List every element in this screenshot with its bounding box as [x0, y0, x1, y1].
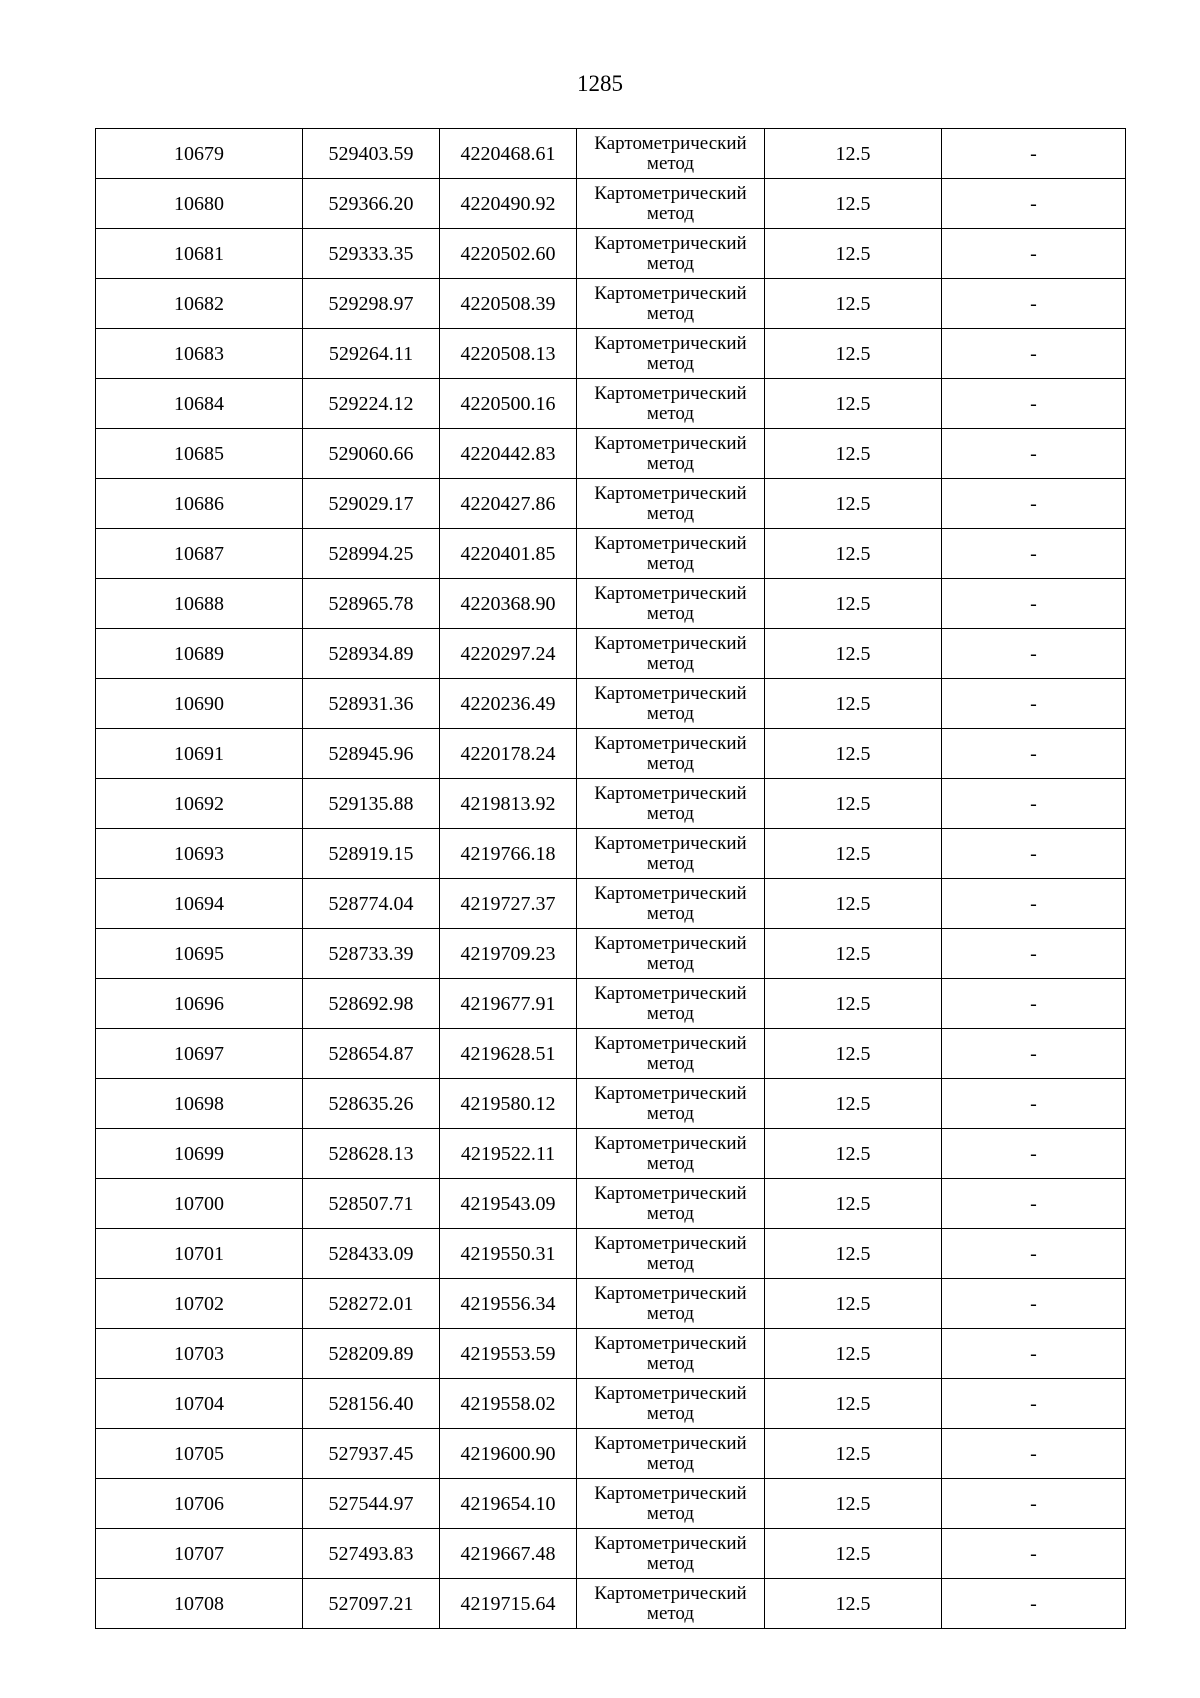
accuracy-cell: 12.5 [765, 1279, 942, 1329]
accuracy-cell: 12.5 [765, 729, 942, 779]
point-number-cell: 10689 [96, 629, 303, 679]
method-cell [577, 479, 765, 529]
note-cell: - [942, 1329, 1126, 1379]
y-coordinate-cell: 4219580.12 [440, 1079, 577, 1129]
table-row [96, 929, 1126, 979]
point-number-cell: 10696 [96, 979, 303, 1029]
method-cell [577, 379, 765, 429]
method-line-1: Картометрический [594, 782, 747, 804]
x-coordinate-cell: 528945.96 [303, 729, 440, 779]
accuracy-cell: 12.5 [765, 1379, 942, 1429]
method-cell [577, 579, 765, 629]
method-line-1: Картометрический [594, 382, 747, 404]
method-line-2: метод [646, 302, 695, 324]
method-line-2: метод [646, 1052, 695, 1074]
method-line-2: метод [646, 402, 695, 424]
y-coordinate-cell: 4220508.13 [440, 329, 577, 379]
note-cell: - [942, 1379, 1126, 1429]
method-line-2: метод [646, 1302, 695, 1324]
x-coordinate-cell: 528635.26 [303, 1079, 440, 1129]
note-cell: - [942, 329, 1126, 379]
method-cell [577, 429, 765, 479]
x-coordinate-cell: 528934.89 [303, 629, 440, 679]
x-coordinate-cell: 527493.83 [303, 1529, 440, 1579]
note-cell: - [942, 1129, 1126, 1179]
method-line-2: метод [646, 1402, 695, 1424]
point-number-cell: 10691 [96, 729, 303, 779]
method-line-2: метод [646, 252, 695, 274]
method-line-2: метод [646, 802, 695, 824]
method-cell [577, 1429, 765, 1479]
table-row [96, 1129, 1126, 1179]
x-coordinate-cell: 528692.98 [303, 979, 440, 1029]
y-coordinate-cell: 4219553.59 [440, 1329, 577, 1379]
note-cell: - [942, 1029, 1126, 1079]
method-line-1: Картометрический [594, 832, 747, 854]
x-coordinate-cell: 529135.88 [303, 779, 440, 829]
accuracy-cell: 12.5 [765, 1079, 942, 1129]
method-line-1: Картометрический [594, 1482, 747, 1504]
accuracy-cell: 12.5 [765, 229, 942, 279]
method-cell [577, 1079, 765, 1129]
method-line-1: Картометрический [594, 882, 747, 904]
method-line-2: метод [646, 552, 695, 574]
table-row [96, 1179, 1126, 1229]
y-coordinate-cell: 4220502.60 [440, 229, 577, 279]
point-number-cell: 10698 [96, 1079, 303, 1129]
y-coordinate-cell: 4219654.10 [440, 1479, 577, 1529]
x-coordinate-cell: 528994.25 [303, 529, 440, 579]
table-row [96, 729, 1126, 779]
note-cell: - [942, 1229, 1126, 1279]
method-line-1: Картометрический [594, 282, 747, 304]
method-line-1: Картометрический [594, 1532, 747, 1554]
method-line-1: Картометрический [594, 932, 747, 954]
accuracy-cell: 12.5 [765, 1179, 942, 1229]
table-row [96, 879, 1126, 929]
x-coordinate-cell: 529366.20 [303, 179, 440, 229]
point-number-cell: 10683 [96, 329, 303, 379]
note-cell: - [942, 1279, 1126, 1329]
x-coordinate-cell: 528628.13 [303, 1129, 440, 1179]
x-coordinate-cell: 528919.15 [303, 829, 440, 879]
x-coordinate-cell: 528774.04 [303, 879, 440, 929]
y-coordinate-cell: 4219628.51 [440, 1029, 577, 1079]
method-line-2: метод [646, 202, 695, 224]
note-cell: - [942, 629, 1126, 679]
accuracy-cell: 12.5 [765, 779, 942, 829]
y-coordinate-cell: 4220500.16 [440, 379, 577, 429]
table-row [96, 1029, 1126, 1079]
method-line-2: метод [646, 602, 695, 624]
method-line-1: Картометрический [594, 232, 747, 254]
table-row [96, 229, 1126, 279]
table-row [96, 329, 1126, 379]
table-row [96, 529, 1126, 579]
note-cell: - [942, 729, 1126, 779]
method-line-1: Картометрический [594, 1182, 747, 1204]
y-coordinate-cell: 4220178.24 [440, 729, 577, 779]
accuracy-cell: 12.5 [765, 579, 942, 629]
y-coordinate-cell: 4220297.24 [440, 629, 577, 679]
method-line-1: Картометрический [594, 432, 747, 454]
table-row [96, 1329, 1126, 1379]
y-coordinate-cell: 4219715.64 [440, 1579, 577, 1629]
method-line-1: Картометрический [594, 532, 747, 554]
point-number-cell: 10687 [96, 529, 303, 579]
method-line-2: метод [646, 1002, 695, 1024]
point-number-cell: 10707 [96, 1529, 303, 1579]
method-line-2: метод [646, 652, 695, 674]
accuracy-cell: 12.5 [765, 1229, 942, 1279]
method-cell [577, 529, 765, 579]
y-coordinate-cell: 4219727.37 [440, 879, 577, 929]
method-cell [577, 279, 765, 329]
y-coordinate-cell: 4220468.61 [440, 129, 577, 179]
method-cell [577, 1479, 765, 1529]
point-number-cell: 10690 [96, 679, 303, 729]
method-line-2: метод [646, 352, 695, 374]
method-line-2: метод [646, 952, 695, 974]
point-number-cell: 10681 [96, 229, 303, 279]
method-line-2: метод [646, 1602, 695, 1624]
method-cell [577, 1329, 765, 1379]
note-cell: - [942, 279, 1126, 329]
y-coordinate-cell: 4219766.18 [440, 829, 577, 879]
y-coordinate-cell: 4219550.31 [440, 1229, 577, 1279]
note-cell: - [942, 179, 1126, 229]
point-number-cell: 10700 [96, 1179, 303, 1229]
point-number-cell: 10693 [96, 829, 303, 879]
y-coordinate-cell: 4219600.90 [440, 1429, 577, 1479]
accuracy-cell: 12.5 [765, 679, 942, 729]
method-line-1: Картометрический [594, 132, 747, 154]
method-cell [577, 729, 765, 779]
y-coordinate-cell: 4219667.48 [440, 1529, 577, 1579]
y-coordinate-cell: 4219522.11 [440, 1129, 577, 1179]
x-coordinate-cell: 527544.97 [303, 1479, 440, 1529]
point-number-cell: 10682 [96, 279, 303, 329]
table-row [96, 1579, 1126, 1629]
note-cell: - [942, 1529, 1126, 1579]
method-line-1: Картометрический [594, 1432, 747, 1454]
x-coordinate-cell: 528507.71 [303, 1179, 440, 1229]
point-number-cell: 10708 [96, 1579, 303, 1629]
note-cell: - [942, 229, 1126, 279]
y-coordinate-cell: 4220368.90 [440, 579, 577, 629]
x-coordinate-cell: 529264.11 [303, 329, 440, 379]
note-cell: - [942, 979, 1126, 1029]
method-line-2: метод [646, 1552, 695, 1574]
x-coordinate-cell: 529060.66 [303, 429, 440, 479]
coordinates-table-body [96, 129, 1126, 1629]
method-cell [577, 979, 765, 1029]
point-number-cell: 10697 [96, 1029, 303, 1079]
method-line-2: метод [646, 852, 695, 874]
method-cell [577, 229, 765, 279]
x-coordinate-cell: 528931.36 [303, 679, 440, 729]
y-coordinate-cell: 4220442.83 [440, 429, 577, 479]
table-row [96, 629, 1126, 679]
point-number-cell: 10685 [96, 429, 303, 479]
method-line-1: Картометрический [594, 1332, 747, 1354]
point-number-cell: 10704 [96, 1379, 303, 1429]
accuracy-cell: 12.5 [765, 129, 942, 179]
table-row [96, 829, 1126, 879]
y-coordinate-cell: 4220508.39 [440, 279, 577, 329]
y-coordinate-cell: 4219556.34 [440, 1279, 577, 1329]
method-line-1: Картометрический [594, 1282, 747, 1304]
method-cell [577, 1379, 765, 1429]
table-row [96, 279, 1126, 329]
accuracy-cell: 12.5 [765, 529, 942, 579]
table-row [96, 579, 1126, 629]
x-coordinate-cell: 528733.39 [303, 929, 440, 979]
note-cell: - [942, 829, 1126, 879]
accuracy-cell: 12.5 [765, 879, 942, 929]
method-line-1: Картометрический [594, 682, 747, 704]
method-cell [577, 779, 765, 829]
point-number-cell: 10703 [96, 1329, 303, 1379]
y-coordinate-cell: 4219543.09 [440, 1179, 577, 1229]
table-row [96, 679, 1126, 729]
point-number-cell: 10680 [96, 179, 303, 229]
method-line-2: метод [646, 1452, 695, 1474]
point-number-cell: 10679 [96, 129, 303, 179]
method-line-1: Картометрический [594, 582, 747, 604]
point-number-cell: 10695 [96, 929, 303, 979]
method-line-1: Картометрический [594, 332, 747, 354]
method-line-1: Картометрический [594, 1232, 747, 1254]
method-line-2: метод [646, 752, 695, 774]
note-cell: - [942, 1579, 1126, 1629]
accuracy-cell: 12.5 [765, 1479, 942, 1529]
point-number-cell: 10694 [96, 879, 303, 929]
x-coordinate-cell: 528272.01 [303, 1279, 440, 1329]
table-row [96, 1379, 1126, 1429]
accuracy-cell: 12.5 [765, 379, 942, 429]
point-number-cell: 10686 [96, 479, 303, 529]
table-row [96, 479, 1126, 529]
y-coordinate-cell: 4220236.49 [440, 679, 577, 729]
point-number-cell: 10702 [96, 1279, 303, 1329]
y-coordinate-cell: 4219709.23 [440, 929, 577, 979]
method-line-2: метод [646, 1202, 695, 1224]
point-number-cell: 10692 [96, 779, 303, 829]
method-line-2: метод [646, 452, 695, 474]
method-cell [577, 879, 765, 929]
x-coordinate-cell: 528654.87 [303, 1029, 440, 1079]
method-line-2: метод [646, 1152, 695, 1174]
method-line-2: метод [646, 1502, 695, 1524]
x-coordinate-cell: 529403.59 [303, 129, 440, 179]
method-line-2: метод [646, 1252, 695, 1274]
x-coordinate-cell: 529224.12 [303, 379, 440, 429]
y-coordinate-cell: 4220490.92 [440, 179, 577, 229]
method-cell [577, 1129, 765, 1179]
accuracy-cell: 12.5 [765, 979, 942, 1029]
method-line-1: Картометрический [594, 182, 747, 204]
point-number-cell: 10699 [96, 1129, 303, 1179]
note-cell: - [942, 679, 1126, 729]
method-line-2: метод [646, 502, 695, 524]
method-cell [577, 629, 765, 679]
accuracy-cell: 12.5 [765, 279, 942, 329]
method-line-2: метод [646, 1352, 695, 1374]
method-cell [577, 679, 765, 729]
method-line-2: метод [646, 702, 695, 724]
accuracy-cell: 12.5 [765, 1029, 942, 1079]
note-cell: - [942, 379, 1126, 429]
point-number-cell: 10706 [96, 1479, 303, 1529]
x-coordinate-cell: 527937.45 [303, 1429, 440, 1479]
note-cell: - [942, 1429, 1126, 1479]
note-cell: - [942, 929, 1126, 979]
x-coordinate-cell: 529029.17 [303, 479, 440, 529]
table-row [96, 179, 1126, 229]
table-row [96, 1279, 1126, 1329]
note-cell: - [942, 779, 1126, 829]
method-line-1: Картометрический [594, 1582, 747, 1604]
accuracy-cell: 12.5 [765, 629, 942, 679]
point-number-cell: 10705 [96, 1429, 303, 1479]
note-cell: - [942, 479, 1126, 529]
accuracy-cell: 12.5 [765, 829, 942, 879]
method-line-2: метод [646, 1102, 695, 1124]
method-line-2: метод [646, 902, 695, 924]
method-cell [577, 1229, 765, 1279]
accuracy-cell: 12.5 [765, 929, 942, 979]
accuracy-cell: 12.5 [765, 429, 942, 479]
y-coordinate-cell: 4219813.92 [440, 779, 577, 829]
accuracy-cell: 12.5 [765, 179, 942, 229]
method-cell [577, 929, 765, 979]
x-coordinate-cell: 529298.97 [303, 279, 440, 329]
x-coordinate-cell: 529333.35 [303, 229, 440, 279]
point-number-cell: 10701 [96, 1229, 303, 1279]
note-cell: - [942, 429, 1126, 479]
y-coordinate-cell: 4220401.85 [440, 529, 577, 579]
table-row [96, 379, 1126, 429]
y-coordinate-cell: 4220427.86 [440, 479, 577, 529]
method-line-1: Картометрический [594, 982, 747, 1004]
method-line-1: Картометрический [594, 632, 747, 654]
method-cell [577, 1579, 765, 1629]
note-cell: - [942, 129, 1126, 179]
y-coordinate-cell: 4219558.02 [440, 1379, 577, 1429]
table-row [96, 1079, 1126, 1129]
note-cell: - [942, 1079, 1126, 1129]
method-line-1: Картометрический [594, 1082, 747, 1104]
note-cell: - [942, 529, 1126, 579]
method-line-1: Картометрический [594, 482, 747, 504]
x-coordinate-cell: 527097.21 [303, 1579, 440, 1629]
x-coordinate-cell: 528209.89 [303, 1329, 440, 1379]
method-cell [577, 1029, 765, 1079]
page-number: 1285 [577, 71, 623, 96]
method-cell [577, 179, 765, 229]
accuracy-cell: 12.5 [765, 1329, 942, 1379]
point-number-cell: 10688 [96, 579, 303, 629]
coordinates-table [95, 128, 1126, 1629]
accuracy-cell: 12.5 [765, 1579, 942, 1629]
note-cell: - [942, 1479, 1126, 1529]
method-cell [577, 129, 765, 179]
table-row [96, 779, 1126, 829]
method-cell [577, 1529, 765, 1579]
x-coordinate-cell: 528433.09 [303, 1229, 440, 1279]
table-row [96, 429, 1126, 479]
accuracy-cell: 12.5 [765, 329, 942, 379]
method-line-1: Картометрический [594, 1032, 747, 1054]
method-cell [577, 329, 765, 379]
table-row [96, 1529, 1126, 1579]
table-row [96, 1229, 1126, 1279]
x-coordinate-cell: 528965.78 [303, 579, 440, 629]
method-cell [577, 1179, 765, 1229]
accuracy-cell: 12.5 [765, 479, 942, 529]
method-line-1: Картометрический [594, 1382, 747, 1404]
y-coordinate-cell: 4219677.91 [440, 979, 577, 1029]
table-row [96, 1479, 1126, 1529]
method-cell [577, 1279, 765, 1329]
note-cell: - [942, 1179, 1126, 1229]
method-line-1: Картометрический [594, 1132, 747, 1154]
x-coordinate-cell: 528156.40 [303, 1379, 440, 1429]
accuracy-cell: 12.5 [765, 1129, 942, 1179]
accuracy-cell: 12.5 [765, 1529, 942, 1579]
accuracy-cell: 12.5 [765, 1429, 942, 1479]
method-line-1: Картометрический [594, 732, 747, 754]
table-row [96, 1429, 1126, 1479]
table-row [96, 979, 1126, 1029]
method-cell [577, 829, 765, 879]
table-row [96, 129, 1126, 179]
note-cell: - [942, 579, 1126, 629]
point-number-cell: 10684 [96, 379, 303, 429]
note-cell: - [942, 879, 1126, 929]
method-line-2: метод [646, 152, 695, 174]
